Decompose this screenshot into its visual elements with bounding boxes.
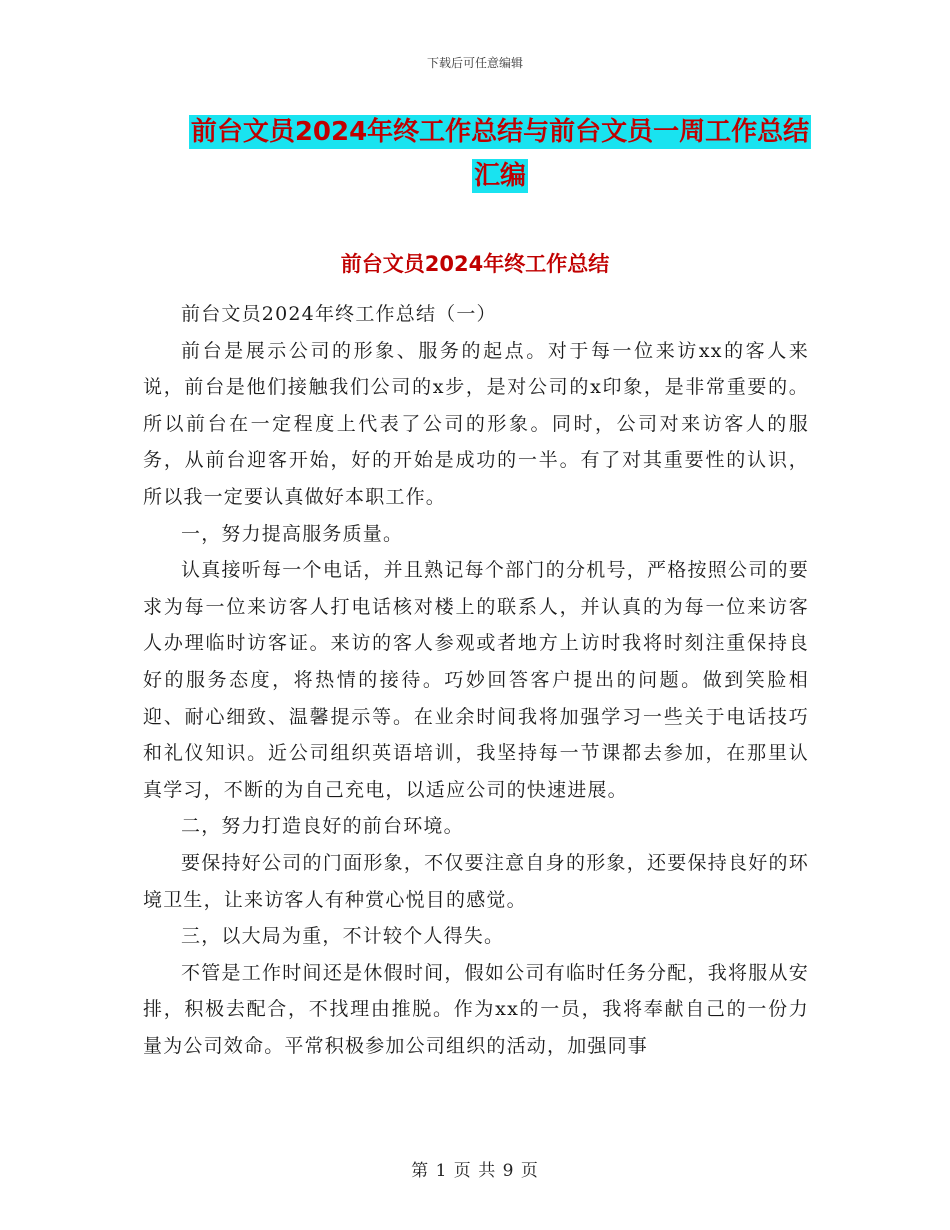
document-title-line-1: 前台文员2024年终工作总结与前台文员一周工作总结 bbox=[190, 117, 810, 147]
paragraph-heading: 三，以大局为重，不计较个人得失。 bbox=[181, 925, 505, 948]
paragraph: 要保持好公司的门面形象，不仅要注意自身的形象，还要保持良好的环境卫生，让来访客人有种赏心悦目的感觉。 bbox=[143, 851, 809, 911]
document-title bbox=[150, 110, 850, 198]
paragraph-heading: 一，努力提高服务质量。 bbox=[181, 522, 404, 545]
paragraph-subtitle: 前台文员2024年终工作总结（一） bbox=[181, 303, 497, 325]
paragraph: 认真接听每一个电话，并且熟记每个部门的分机号，严格按照公司的要求为每一位来访客人打电话核对楼上的联系人，并认真的为每一位来访客人办理临时访客证。来访的客人参观或者地方上访时我将时刻注重保持良好的服务态度，将热情的接待。巧妙回答客户提出的问题。做到笑脸相迎、耐心细致、温馨提示等。在业余时间我将加强学习一些关于电话技巧和礼仪知识。近公司组织英语培训，我坚持每一节课都去参加，在那里认真学习，不断的为自己充电，以适应公司的快速进展。 bbox=[143, 559, 809, 801]
body-text bbox=[143, 296, 809, 1064]
page-header-note: 下载后可任意编辑 bbox=[426, 56, 523, 70]
paragraph-heading: 二，努力打造良好的前台环境。 bbox=[181, 815, 464, 838]
paragraph: 不管是工作时间还是休假时间，假如公司有临时任务分配，我将服从安排，积极去配合，不找理由推脱。作为xx的一员，我将奉献自己的一份力量为公司效命。平常积极参加公司组织的活动，加强同事 bbox=[143, 961, 809, 1057]
page-footer: 第 1 页 共 9 页 bbox=[411, 1161, 539, 1181]
section-title: 前台文员2024年终工作总结 bbox=[340, 252, 610, 276]
document-title-line-2: 汇编 bbox=[473, 161, 526, 191]
paragraph: 前台是展示公司的形象、服务的起点。对于每一位来访xx的客人来说，前台是他们接触我们公司的x步，是对公司的x印象，是非常重要的。所以前台在一定程度上代表了公司的形象。同时，公司对来访客人的服务，从前台迎客开始，好的开始是成功的一半。有了对其重要性的认识，所以我一定要认真做好本职工作。 bbox=[143, 339, 809, 508]
